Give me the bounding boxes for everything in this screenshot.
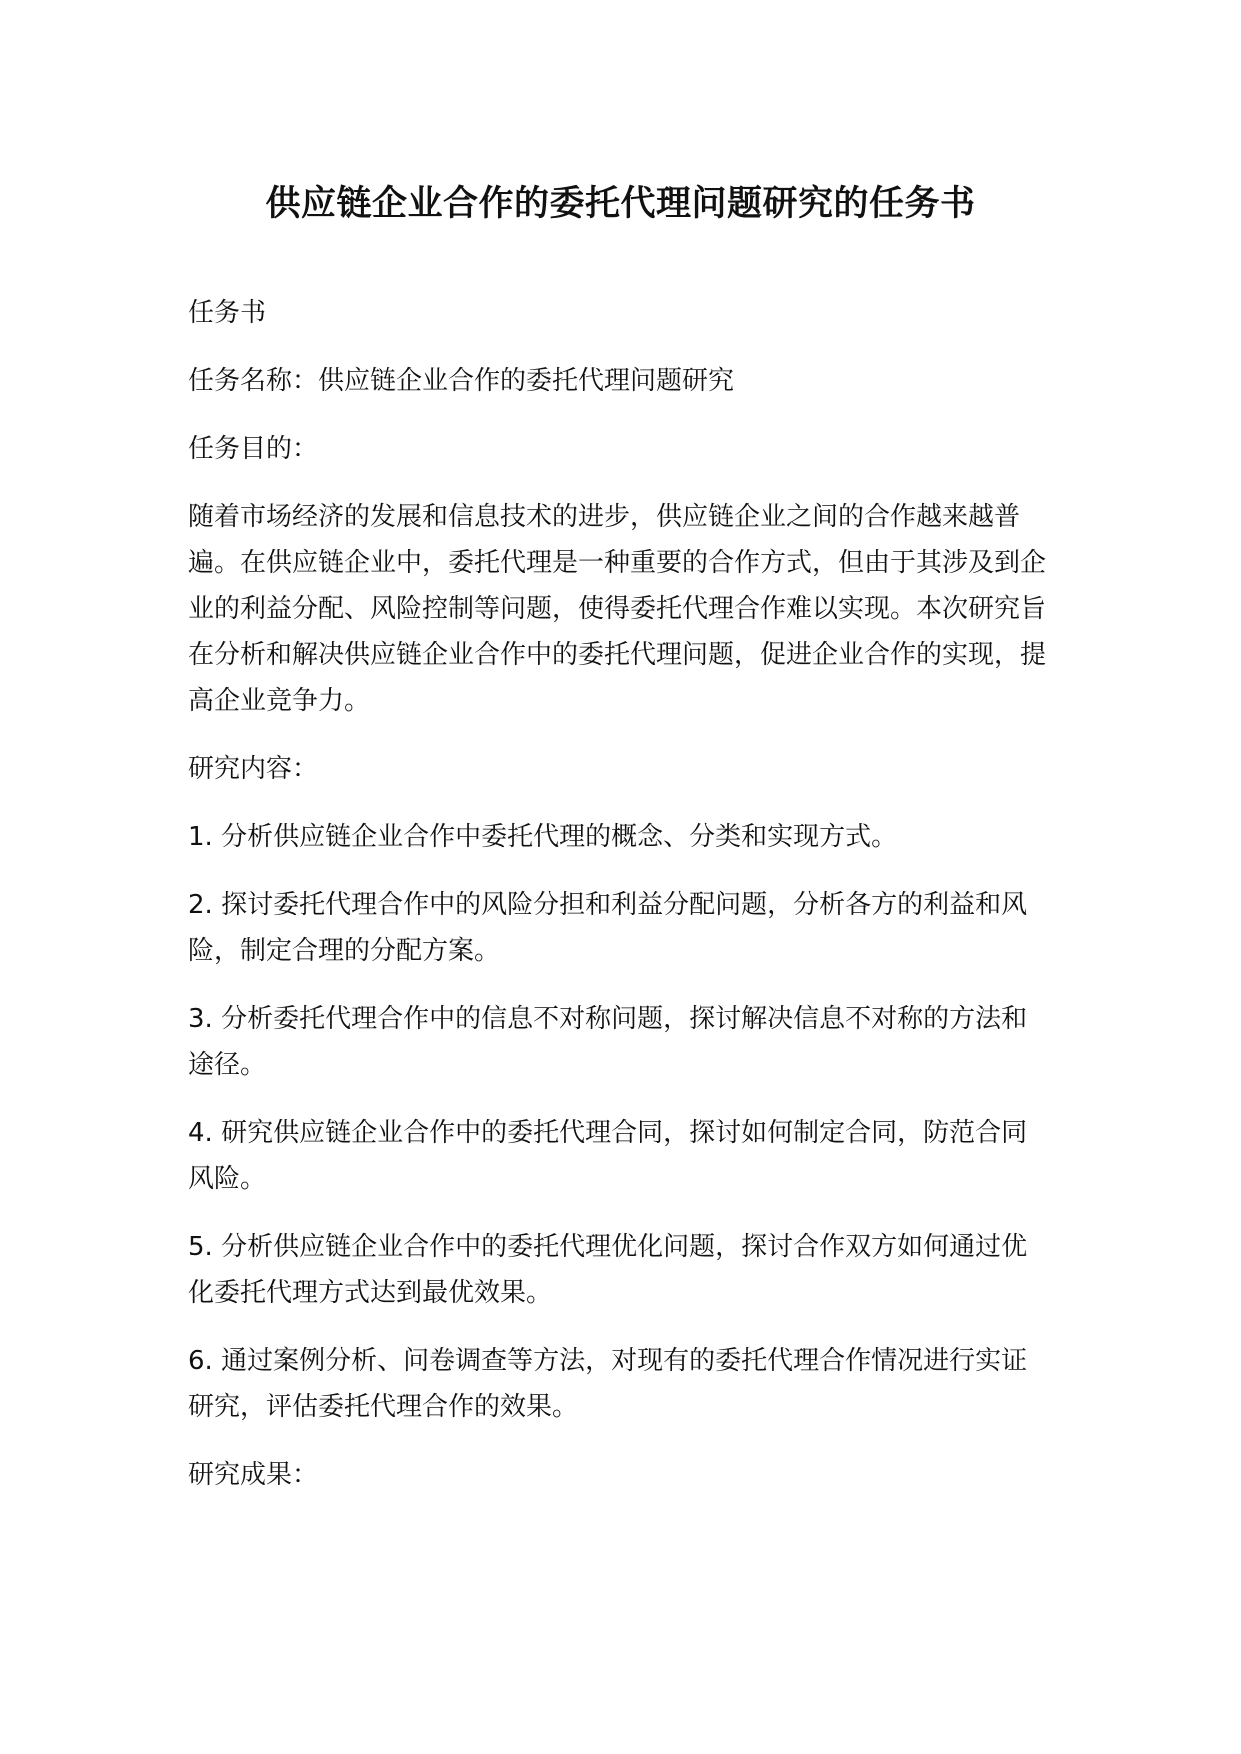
paragraph-task-name: 任务名称：供应链企业合作的委托代理问题研究 <box>188 366 735 396</box>
list-item-6: 6. 通过案例分析、问卷调查等方法，对现有的委托代理合作情况进行实证研究，评估委托代理合作的效果。 <box>188 1346 1028 1422</box>
document-title: 供应链企业合作的委托代理问题研究的任务书 <box>265 184 976 224</box>
paragraph-research-content-label: 研究内容： <box>188 754 319 784</box>
paragraph-task-purpose-label: 任务目的： <box>188 434 319 464</box>
list-item-5: 5. 分析供应链企业合作中的委托代理优化问题，探讨合作双方如何通过优化委托代理方式达到最优效果。 <box>188 1232 1028 1308</box>
document-body <box>188 290 1048 1520</box>
paragraph-heading-task-book: 任务书 <box>188 298 267 328</box>
list-item-3: 3. 分析委托代理合作中的信息不对称问题，探讨解决信息不对称的方法和途径。 <box>188 1004 1028 1080</box>
list-item-2: 2. 探讨委托代理合作中的风险分担和利益分配问题，分析各方的利益和风险，制定合理的分配方案。 <box>188 890 1028 966</box>
list-item-4: 4. 研究供应链企业合作中的委托代理合同，探讨如何制定合同，防范合同风险。 <box>188 1118 1028 1194</box>
list-item-1: 1. 分析供应链企业合作中委托代理的概念、分类和实现方式。 <box>188 822 898 852</box>
paragraph-task-purpose-text: 随着市场经济的发展和信息技术的进步，供应链企业之间的合作越来越普遍。在供应链企业中，委托代理是一种重要的合作方式，但由于其涉及到企业的利益分配、风险控制等问题，使得委托代理合作难以实现。本次研究旨在分析和解决供应链企业合作中的委托代理问题，促进企业合作的实现，提高企业竞争力。 <box>188 502 1047 716</box>
paragraph-research-results-label: 研究成果： <box>188 1460 319 1490</box>
